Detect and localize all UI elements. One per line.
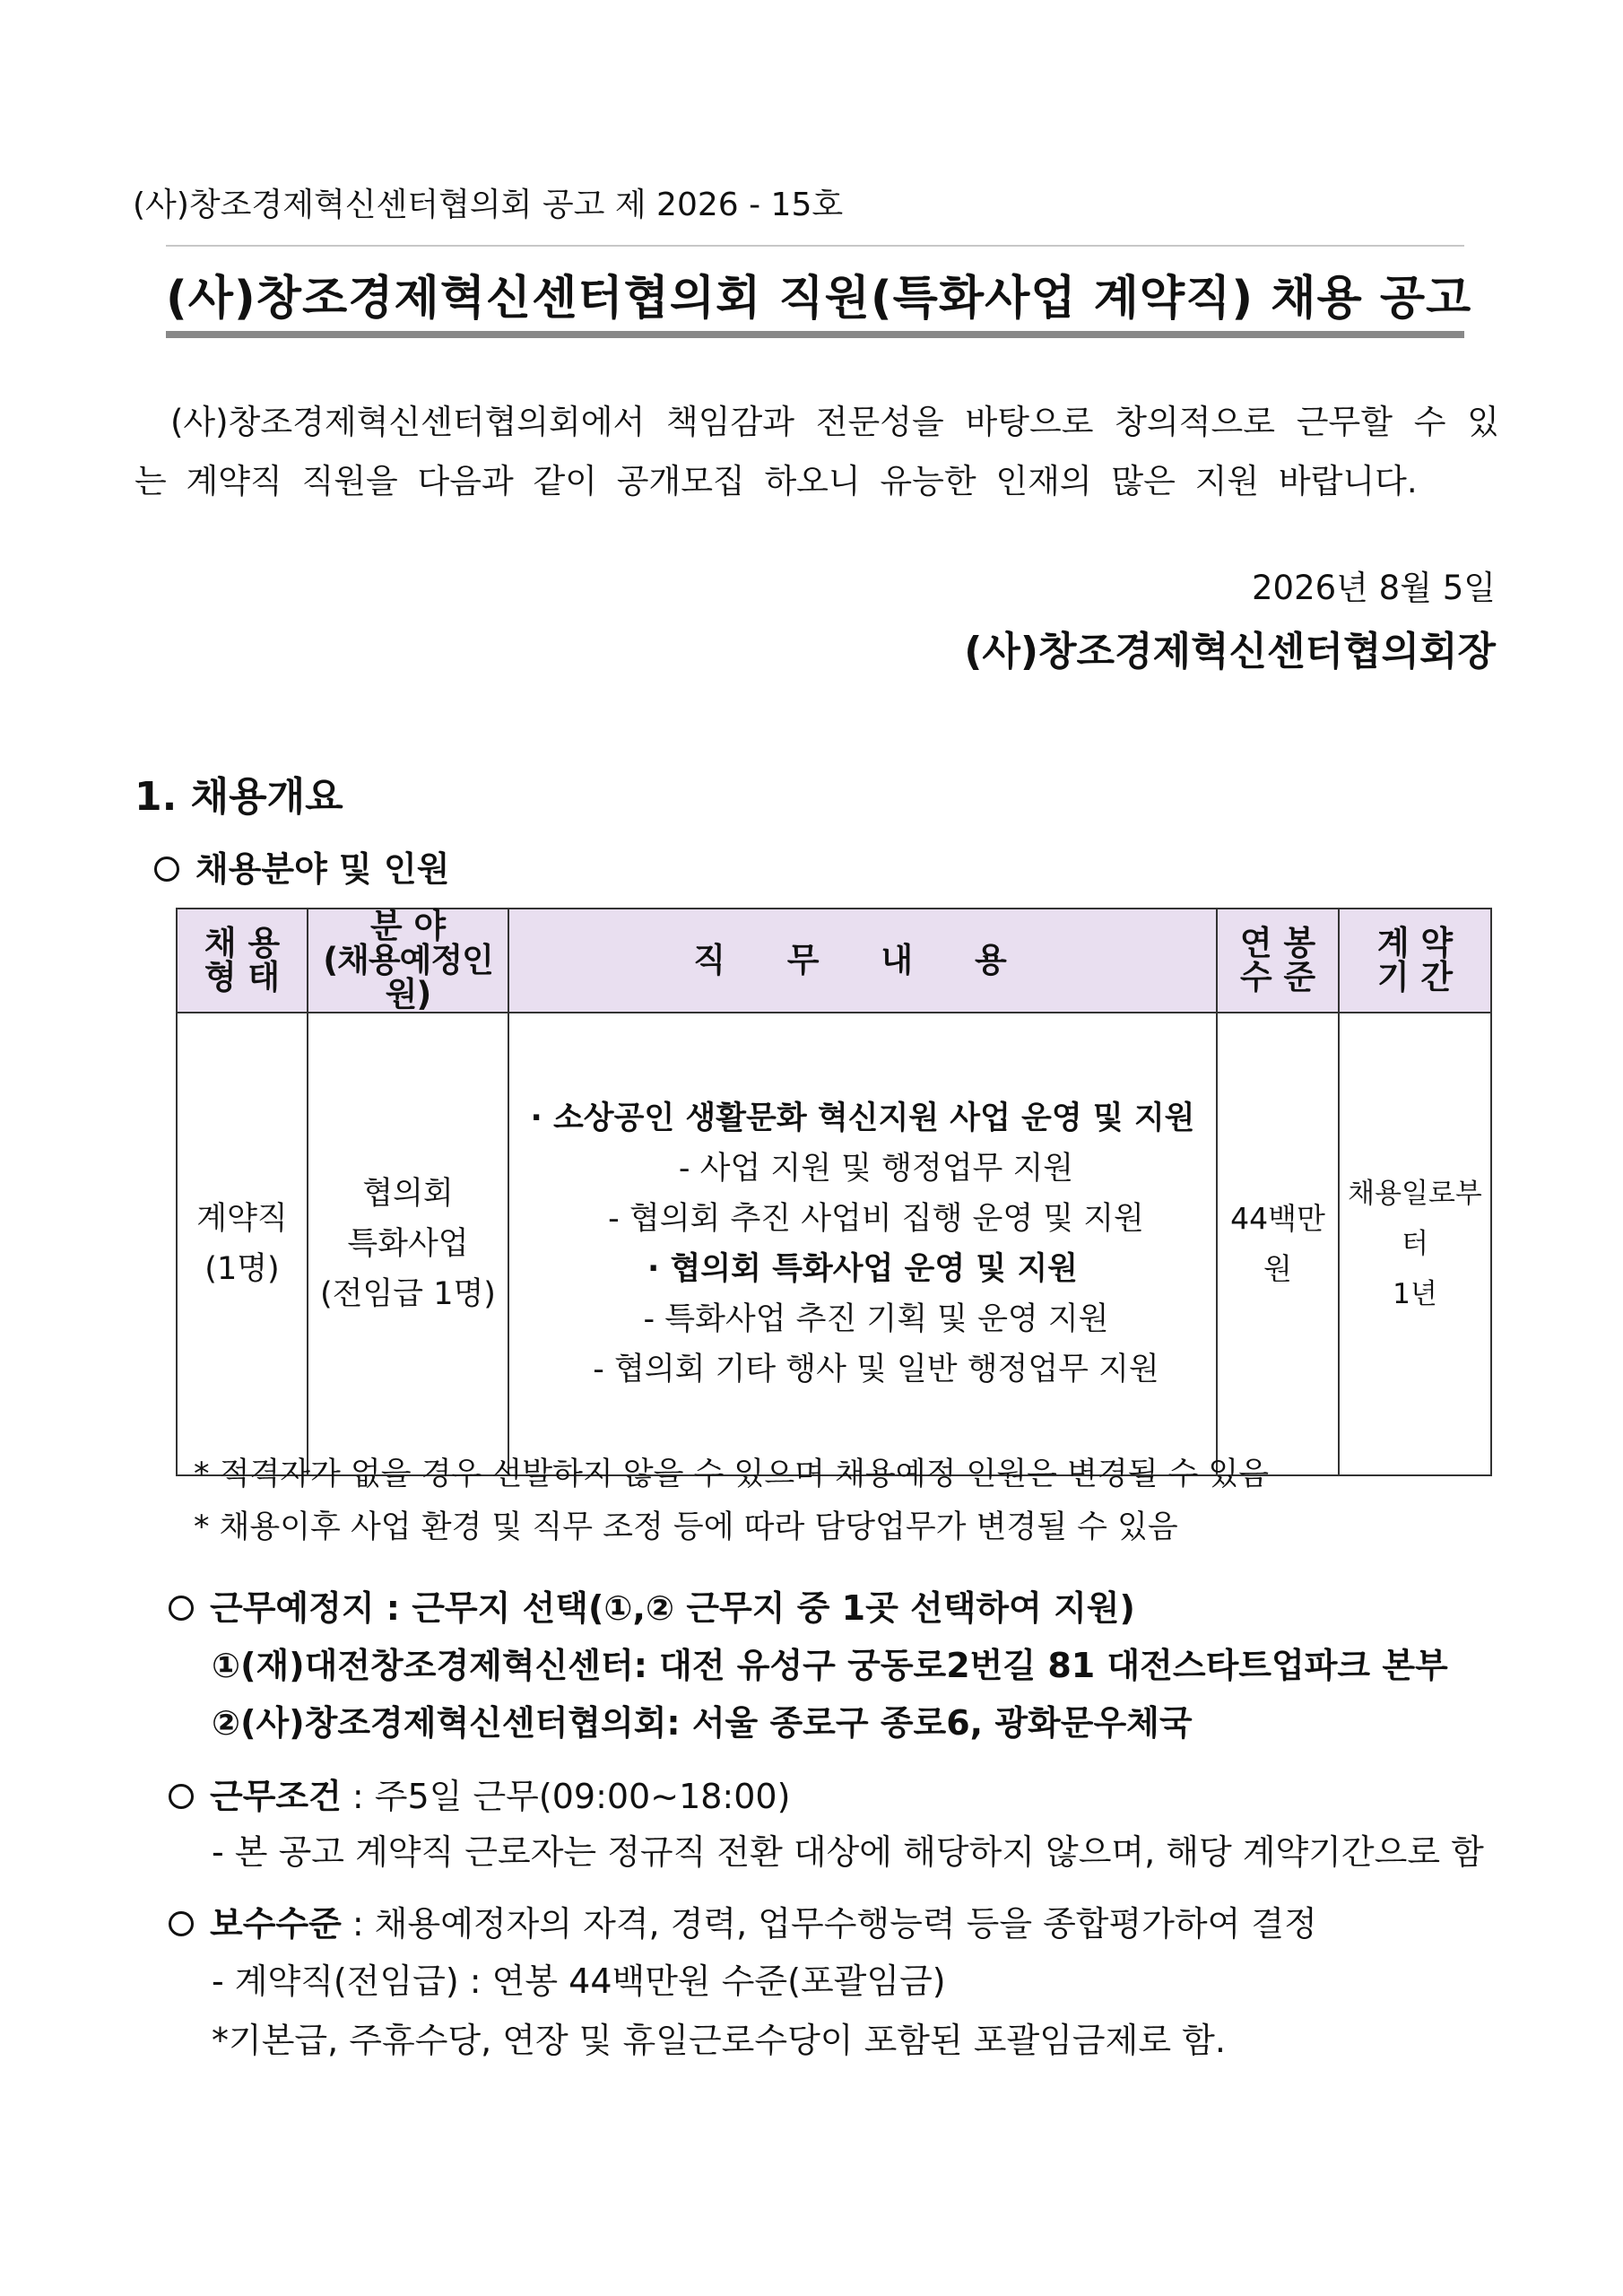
pay-value: : 채용예정자의 자격, 경력, 업무수행능력 등을 종합평가하여 결정 [341,1904,1317,1944]
header-field [308,909,508,1013]
circle-bullet-icon [169,1596,194,1621]
conditions-value: : 주5일 근무(09:00~18:00) [341,1777,791,1816]
header-text: 형 태 [204,958,281,996]
duty-subitem: - 사업 지원 및 행정업무 지원 [678,1151,1074,1187]
circle-bullet-icon [169,1784,194,1809]
header-text: 기 간 [1376,958,1454,996]
pay-label: 보수수준 [210,1904,342,1944]
table-header-row [177,909,1491,1013]
pay-item [169,1896,1317,1945]
header-text: 연 봉 [1239,924,1316,962]
cell-duties [508,1013,1217,1475]
cell-text: 44백만원 [1230,1201,1325,1286]
section-heading: 1. 채용개요 [135,774,343,820]
conditions-note: - 본 공고 계약직 근로자는 정규직 전환 대상에 해당하지 않으며, 해당 계약기간으로 함 [212,1832,1484,1872]
header-text: 수 준 [1239,958,1316,996]
workplace-label: 근무예정지 : 근무지 선택(①,② 근무지 중 1곳 선택하여 지원) [210,1588,1135,1628]
intro-paragraph: (사)창조경제혁신센터협의회에서 책임감과 전문성을 바탕으로 창의적으로 근무할 수 있는 계약직 직원을 다음과 같이 공개모집 하오니 유능한 인재의 많은 지원 바랍니다. [135,403,1499,500]
pay-line-2: *기본급, 주휴수당, 연장 및 휴일근로수당이 포함된 포괄임금제로 함. [212,2021,1226,2060]
duty-subitem: - 협의회 추진 사업비 집행 운영 및 지원 [608,1201,1144,1237]
header-text: 채 용 [204,924,281,962]
cell-salary [1217,1013,1339,1475]
header-duties [508,909,1217,1013]
cell-text: (전임급 1명) [320,1276,496,1312]
cell-text: 협의회 [362,1176,454,1212]
workplace-option-1: ①(재)대전창조경제혁신센터: 대전 유성구 궁동로2번길 81 대전스타트업파크 본부 [212,1646,1448,1685]
workplace-option-2: ②(사)창조경제혁신센터협의회: 서울 종로구 종로6, 광화문우체국 [212,1703,1193,1743]
subheading-label: 채용분야 및 인원 [195,849,450,889]
circle-bullet-icon [169,1911,194,1936]
duty-title: · 협의회 특화사업 운영 및 지원 [647,1251,1078,1287]
header-text: 계 약 [1376,924,1454,962]
note-line: * 적격자가 없을 경우 선발하지 않을 수 있으며 채용예정 인원은 변경될 수 있음 [194,1457,1270,1492]
note-line: * 채용이후 사업 환경 및 직무 조정 등에 따라 담당업무가 변경될 수 있음 [194,1509,1178,1545]
conditions-label: 근무조건 [210,1777,342,1816]
conditions-item [169,1769,790,1818]
subheading-recruit-field [154,841,449,891]
cell-text: 특화사업 [347,1226,469,1262]
cell-text: 채용일로부터 [1348,1178,1482,1260]
cell-contract-period [1339,1013,1491,1475]
header-employment-type [177,909,308,1013]
workplace-item [169,1580,1135,1630]
issuer: (사)창조경제혁신센터협의회장 [964,629,1496,674]
cell-text: 계약직 [196,1201,288,1237]
duty-subitem: - 특화사업 추진 기획 및 운영 지원 [643,1301,1109,1337]
header-text: 직 무 내 용 [693,941,1032,979]
cell-text: (1명) [204,1251,280,1287]
announcement-date: 2026년 8월 5일 [1252,569,1496,607]
header-text: (채용예정인원) [323,941,493,1013]
header-contract-period [1339,909,1491,1013]
notice-number: (사)창조경제혁신센터협의회 공고 제 2026 - 15호 [133,187,844,223]
recruitment-table [176,908,1492,1476]
circle-bullet-icon [154,857,179,882]
cell-text: 1년 [1393,1278,1437,1310]
cell-employment-type [177,1013,308,1475]
top-divider [166,245,1464,247]
document-title: (사)창조경제혁신센터협의회 직원(특화사업 계약직) 채용 공고 [166,272,1472,326]
duty-title: · 소상공인 생활문화 혁신지원 사업 운영 및 지원 [530,1100,1195,1136]
header-text: 분 야 [369,907,447,945]
duty-subitem: - 협의회 기타 행사 및 일반 행정업무 지원 [593,1352,1159,1387]
cell-field [308,1013,508,1475]
header-salary [1217,909,1339,1013]
pay-line-1: - 계약직(전임급) : 연봉 44백만원 수준(포괄임금) [212,1961,946,2001]
title-underline [166,331,1464,338]
table-row [177,1013,1491,1475]
